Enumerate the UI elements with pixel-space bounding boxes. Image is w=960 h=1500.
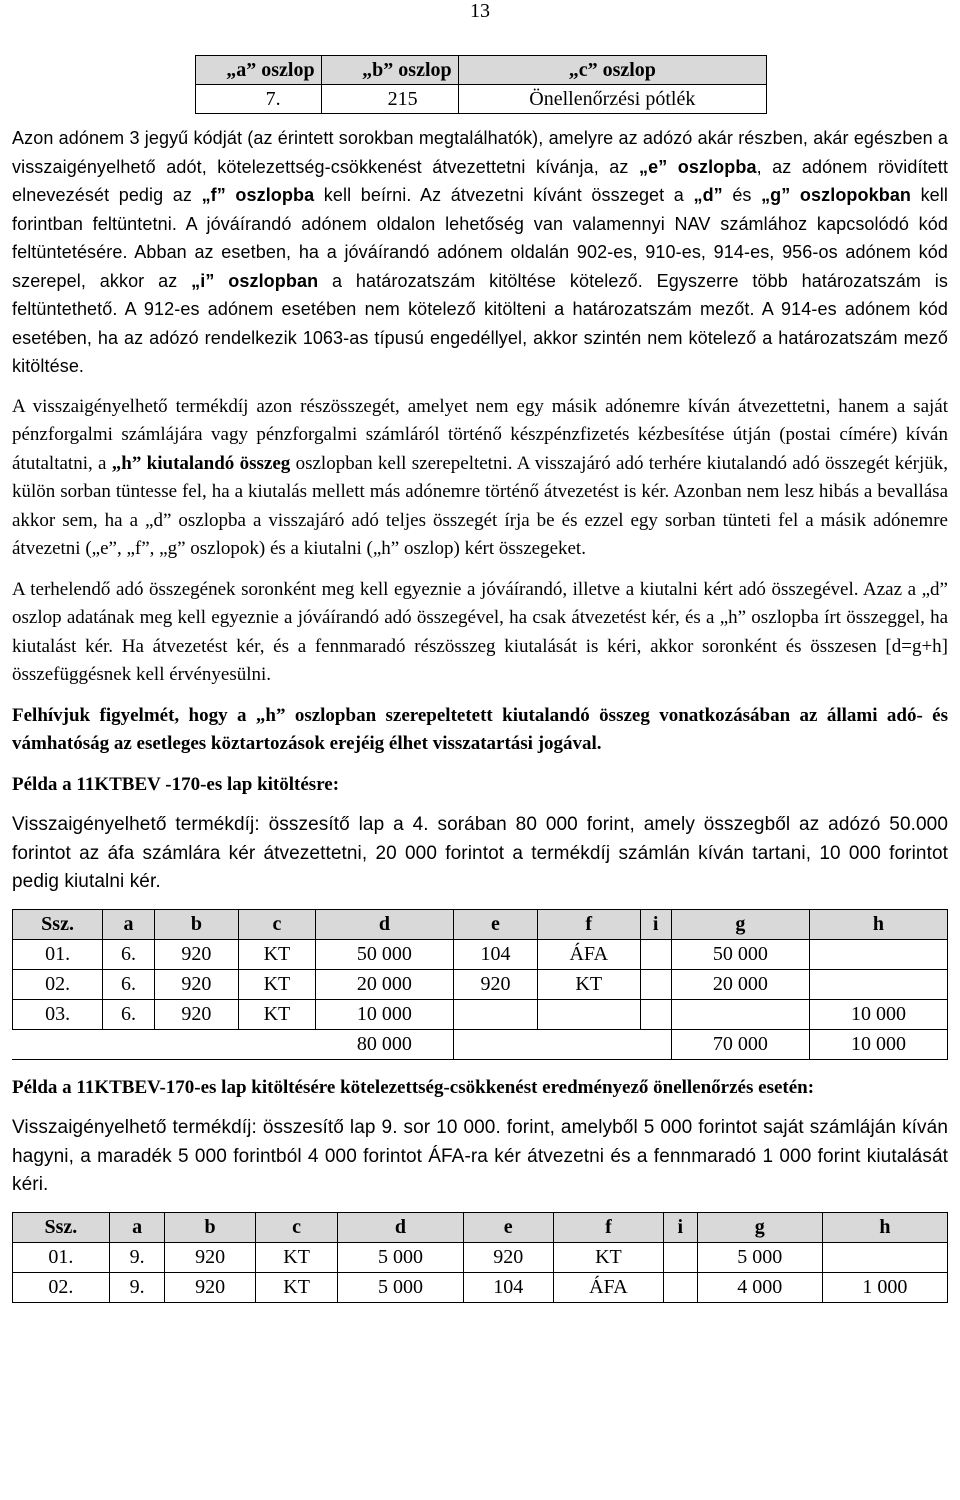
table-cell: KT bbox=[238, 939, 315, 969]
table-cell: 50 000 bbox=[671, 939, 809, 969]
table-cell bbox=[640, 969, 671, 999]
table-cell: 215 bbox=[321, 85, 458, 114]
example1-heading: Példa a 11KTBEV -170-es lap kitöltésre: bbox=[12, 773, 340, 795]
table-header-cell: e bbox=[453, 909, 537, 939]
table-cell: 01. bbox=[13, 939, 103, 969]
table-cell: 50 000 bbox=[315, 939, 453, 969]
table-cell: 9. bbox=[109, 1242, 165, 1272]
table-row bbox=[196, 85, 767, 114]
table-cell: 02. bbox=[13, 969, 103, 999]
table-cell: KT bbox=[238, 999, 315, 1029]
table-row bbox=[13, 1272, 948, 1302]
table-header-cell: f bbox=[553, 1212, 663, 1242]
bold-run: „d” bbox=[693, 185, 723, 205]
table-header-cell: „b” oszlop bbox=[321, 56, 458, 85]
table-cell: 4 000 bbox=[697, 1272, 822, 1302]
table-cell: 9. bbox=[109, 1272, 165, 1302]
table-row bbox=[13, 969, 948, 999]
table-header-row bbox=[13, 909, 948, 939]
table-cell: 5 000 bbox=[338, 1272, 463, 1302]
bold-run: „g” oszlopokban bbox=[761, 185, 912, 205]
table-cell: 6. bbox=[103, 939, 155, 969]
table-cell-empty bbox=[13, 1029, 316, 1059]
table-cell bbox=[640, 939, 671, 969]
table-cell: 104 bbox=[453, 939, 537, 969]
table-cell: 920 bbox=[165, 1272, 255, 1302]
table-cell bbox=[663, 1242, 697, 1272]
table-cell: KT bbox=[255, 1242, 338, 1272]
example2-heading: Példa a 11KTBEV-170-es lap kitöltésére kötelezettség-csökkenést eredményező önellenőrzés esetén: bbox=[12, 1076, 815, 1098]
table-cell bbox=[663, 1272, 697, 1302]
table-cell: 920 bbox=[463, 1242, 553, 1272]
table-cell: 6. bbox=[103, 999, 155, 1029]
paragraph-columns-e-f bbox=[12, 124, 948, 381]
table-cell: 01. bbox=[13, 1242, 110, 1272]
text-run: oszlopban kell szerepeltetni. A visszajáró adó terhére kiutalandó adó összegét kérjük, külön sorban tüntesse fel, ha a kiutalás mellett más adónemre történő átvezetést is kér. Azonban nem lesz hibás a bevallása akkor sem, ha a „d” oszlopba a visszajáró adó teljes összegét írja be és ezzel egy sorban tünteti fel a másik adónemre átvezetni („e”, „f”, „g” oszlopok) és a kiutalni („h” oszlop) kért összegeket. bbox=[12, 452, 949, 559]
table-cell: 5 000 bbox=[338, 1242, 463, 1272]
text-run: A visszaigényelhető termékdíj azon részösszegét, amelyet nem egy másik adónemre kíván átvezettetni, hanem a saját pénzforgalmi számlájára vagy pénzforgalmi számláról történő készpénzfizetés kézbesítése útján (postai címére) kíván átutaltatni, a bbox=[12, 395, 948, 474]
text-run: Azon adónem 3 jegyű kódját (az érintett sorokban megtalálhatók), amelyre az adózó akár részben, akár egészben a visszaigényelhető adót, kötelezettség-csökkenést átvezettetni kívánja, az bbox=[12, 128, 948, 177]
table-cell: 920 bbox=[154, 999, 238, 1029]
table-row bbox=[13, 1242, 948, 1272]
table-cell: 920 bbox=[165, 1242, 255, 1272]
table-cell: 03. bbox=[13, 999, 103, 1029]
table-cell: 920 bbox=[154, 939, 238, 969]
table-header-row bbox=[196, 56, 767, 85]
table-header-cell: d bbox=[315, 909, 453, 939]
paragraph-sum-rule: A terhelendő adó összegének soronként meg kell egyeznie a jóváírandó, illetve a kiutalni kért adó összegével. Azaz a „d” oszlop adatának meg kell egyeznie a jóváírandó adó összegével, ha csak átvezetést kér, és a „h” oszlopba írt összeggel, ha kiutalást kér. Ha átvezetést kér, és a fennmaradó részösszeg kiutalását is kéri, akkor soronként és összesen [d=g+h] összefüggésnek kell érvényesülni. bbox=[12, 578, 948, 685]
text-run: a határozatszám kitöltése kötelező. Egyszerre több határozatszám is feltüntethető. A 912-es adónem esetében nem kötelező kitölteni a határozatszám mezőt. A 914-es adónem kód esetében, ha az adózó rendelkezik 1063-as típusú engedéllyel, akkor szintén nem kötelező a határozatszám mező kitöltése. bbox=[12, 270, 949, 376]
document-body bbox=[12, 124, 948, 1303]
table-cell-empty bbox=[453, 1029, 671, 1059]
table-header-cell: b bbox=[165, 1212, 255, 1242]
total-g: 70 000 bbox=[671, 1029, 809, 1059]
table-header-cell: Ssz. bbox=[13, 1212, 110, 1242]
table-cell bbox=[640, 999, 671, 1029]
table-header-cell: c bbox=[238, 909, 315, 939]
paragraph-column-h bbox=[12, 393, 948, 564]
table-header-cell: i bbox=[663, 1212, 697, 1242]
table-cell: 20 000 bbox=[315, 969, 453, 999]
table-cell: 6. bbox=[103, 969, 155, 999]
text-run: kell beírni. Az átvezetni kívánt összeget a bbox=[314, 185, 694, 205]
table-cell: 5 000 bbox=[697, 1242, 822, 1272]
text-run: , az adónem rövidített elnevezését pedig az bbox=[12, 156, 948, 205]
table-header-cell: i bbox=[640, 909, 671, 939]
table-header-cell: „a” oszlop bbox=[196, 56, 322, 85]
table-cell: ÁFA bbox=[538, 939, 641, 969]
table-cell: 7. bbox=[196, 85, 322, 114]
table-cell: 920 bbox=[453, 969, 537, 999]
table-header-cell: a bbox=[103, 909, 155, 939]
table-cell: 20 000 bbox=[671, 969, 809, 999]
table-cell: ÁFA bbox=[553, 1272, 663, 1302]
table-cell bbox=[809, 969, 947, 999]
table-header-cell: g bbox=[671, 909, 809, 939]
table-header-cell: b bbox=[154, 909, 238, 939]
table-cell: KT bbox=[553, 1242, 663, 1272]
table-cell bbox=[822, 1242, 947, 1272]
table-row bbox=[13, 999, 948, 1029]
table-header-cell: d bbox=[338, 1212, 463, 1242]
table-cell: KT bbox=[238, 969, 315, 999]
table-header-cell: Ssz. bbox=[13, 909, 103, 939]
table-header-cell: g bbox=[697, 1212, 822, 1242]
notice-paragraph: Felhívjuk figyelmét, hogy a „h” oszlopban szerepeltetett kiutalandó összeg vonatkozásában az állami adó- és vámhatóság az esetleges köztartozások erejéig élhet visszatartási jogával. bbox=[12, 704, 948, 754]
table-cell: 10 000 bbox=[809, 999, 947, 1029]
table-cell bbox=[671, 999, 809, 1029]
page-number: 13 bbox=[470, 0, 490, 22]
table-header-cell: a bbox=[109, 1212, 165, 1242]
table-cell bbox=[538, 999, 641, 1029]
table-header-cell: e bbox=[463, 1212, 553, 1242]
bold-run: „e” oszlopba bbox=[638, 156, 757, 177]
table-cell: 104 bbox=[463, 1272, 553, 1302]
text-run: kell forintban feltüntetni. A jóváírandó adónem oldalon lehetőség van valamennyi NAV számlához kapcsolódó kód feltüntetésére. Abban az esetben, ha a jóváírandó adónem oldalán 902-es, 910-es, 914-es, 956-os adónem kód szerepel, akkor az bbox=[12, 185, 948, 291]
table-header-row bbox=[13, 1212, 948, 1242]
table-header-cell: h bbox=[809, 909, 947, 939]
table-cell: Önellenőrzési pótlék bbox=[458, 85, 766, 114]
table-header-cell: „c” oszlop bbox=[458, 56, 766, 85]
table-cell: KT bbox=[255, 1272, 338, 1302]
totals-row bbox=[13, 1029, 948, 1059]
bold-run: „h” kiutalandó összeg bbox=[111, 452, 291, 474]
example1-text: Visszaigényelhető termékdíj: összesítő lap a 4. sorában 80 000 forint, amely összegből az adózó 50.000 forintot az áfa számlára kér átvezettetni, 20 000 forintot a termékdíj számlán kíván tartani, 10 000 forintot pedig kiutalni kér. bbox=[12, 814, 948, 892]
total-d: 80 000 bbox=[315, 1029, 453, 1059]
table-cell bbox=[809, 939, 947, 969]
example1-table bbox=[12, 909, 948, 1060]
table-cell: 1 000 bbox=[822, 1272, 947, 1302]
table-header-cell: c bbox=[255, 1212, 338, 1242]
table-row bbox=[13, 939, 948, 969]
bold-run: „f” oszlopba bbox=[201, 185, 315, 205]
table-cell: 10 000 bbox=[315, 999, 453, 1029]
table-cell: 02. bbox=[13, 1272, 110, 1302]
table-cell: KT bbox=[538, 969, 641, 999]
bold-run: „i” oszlopban bbox=[191, 270, 319, 291]
total-h: 10 000 bbox=[809, 1029, 947, 1059]
column-reference-table bbox=[195, 55, 767, 114]
table-header-cell: h bbox=[822, 1212, 947, 1242]
table-header-cell: f bbox=[538, 909, 641, 939]
text-run: és bbox=[722, 185, 762, 205]
table-cell: 920 bbox=[154, 969, 238, 999]
table-cell bbox=[453, 999, 537, 1029]
example2-table bbox=[12, 1212, 948, 1303]
example2-text: Visszaigényelhető termékdíj: összesítő lap 9. sor 10 000. forint, amelyből 5 000 forintot saját számláján kíván hagyni, a maradék 5 000 forintból 4 000 forintot ÁFA-ra kér átvezetni és a fennmaradó 1 000 forint kiutalását kéri. bbox=[12, 1117, 948, 1195]
